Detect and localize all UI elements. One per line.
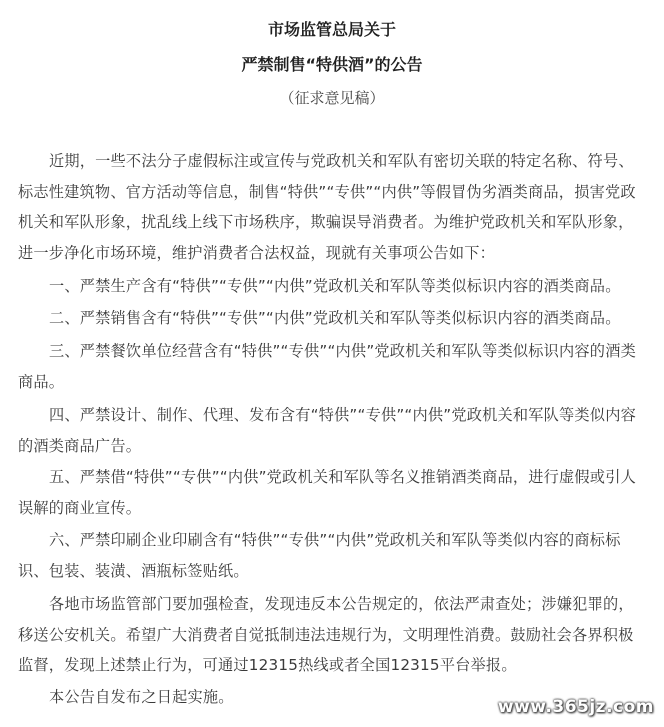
paragraph-item-4: 四、严禁设计、制作、代理、发布含有“特供”“专供”“内供”党政机关和军队等类似内容的酒类商品广告。: [18, 406, 636, 455]
document-title-line-1: 市场监管总局关于: [267, 20, 396, 39]
document-subtitle: （征求意见稿）: [279, 89, 385, 107]
document-title-line-2: 严禁制售“特供酒”的公告: [241, 55, 423, 74]
paragraph-item-5: 五、严禁借“特供”“专供”“内供”党政机关和军队等名义推销酒类商品，进行虚假或引人误解的商业宣传。: [18, 468, 636, 517]
paragraph-enforcement: 各地市场监管部门要加强检查，发现违反本公告规定的，依法严肃查处；涉嫌犯罪的，移送公安机关。希望广大消费者自觉抵制违法违规行为，文明理性消费。鼓励社会各界积极监督，发现上述禁止行为，可通过12315热线或者全国12315平台举报。: [18, 595, 634, 674]
paragraph-item-6: 六、严禁印刷企业印刷含有“特供”“专供”“内供”党政机关和军队等类似内容的商标标识、包装、装潢、酒瓶标签贴纸。: [18, 531, 621, 580]
paragraph-item-2: 二、严禁销售含有“特供”“专供”“内供”党政机关和军队等类似标识内容的酒类商品。: [49, 309, 621, 327]
paragraph-effective-date: 本公告自发布之日起实施。: [49, 688, 234, 706]
site-watermark: www.365jz.com: [497, 697, 654, 717]
paragraph-item-3: 三、严禁餐饮单位经营含有“特供”“专供”“内供”党政机关和军队等类似标识内容的酒类商品。: [18, 342, 636, 391]
paragraph-item-1: 一、严禁生产含有“特供”“专供”“内供”党政机关和军队等类似标识内容的酒类商品。: [49, 277, 621, 295]
paragraph-intro: 近期，一些不法分子虚假标注或宣传与党政机关和军队有密切关联的特定名称、符号、标志性建筑物、官方活动等信息，制售“特供”“专供”“内供”等假冒伪劣酒类商品，损害党政机关和军队形象，扰乱线上线下市场秩序，欺骗误导消费者。为维护党政机关和军队形象，进一步净化市场环境，维护消费者合法权益，现就有关事项公告如下：: [18, 152, 636, 262]
